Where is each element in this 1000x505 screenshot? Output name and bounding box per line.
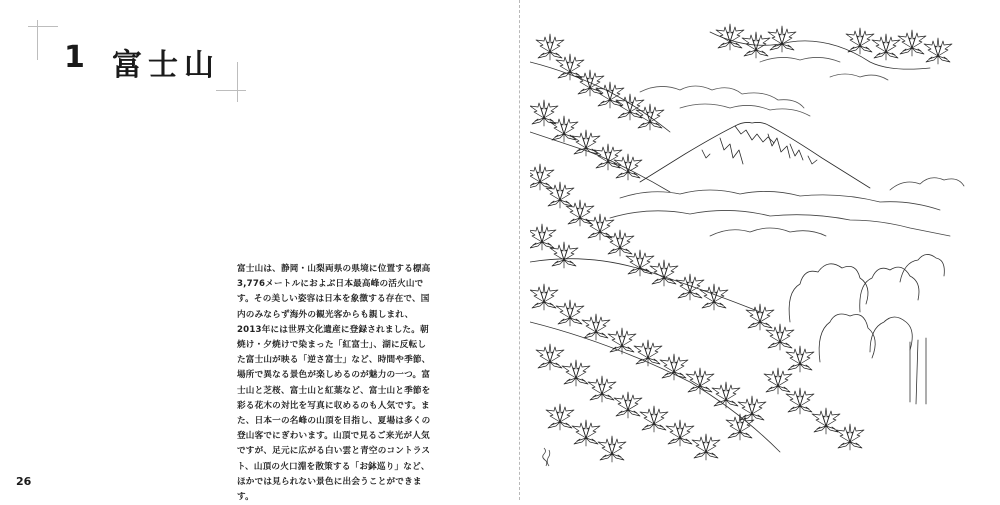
maple-branches <box>530 24 952 462</box>
mount-fuji <box>640 122 870 188</box>
foothills <box>610 178 964 236</box>
crop-mark-right-horizontal <box>216 90 246 91</box>
forest-trees <box>789 254 944 404</box>
page-number: 26 <box>16 475 32 488</box>
crop-mark-right-vertical <box>237 62 238 102</box>
cloud-lines <box>640 57 888 116</box>
chapter-number: 1 <box>64 40 86 75</box>
body-paragraph: 富士山は、静岡・山梨両県の県境に位置する標高3,776メートルにおよぶ日本最高峰の活火山です。その美しい姿容は日本を象徴する存在で、国内のみならず海外の観光客からも親しまれ、2013年には世界文化遺産に登録されました。朝焼け・夕焼けで染まった「紅富士」、湖に反転した富士山が映る「逆さ富士」など、時間や季節、場所で異なる景色が楽しめるのが魅力の一つ。富士山と芝桜、富士山と紅葉など、富士山と季節を彩る花木の対比を写真に収めるのも人気です。また、日本一の名峰の山頂を目指し、夏場は多くの登山客でにぎわいます。山頂で見るご来光が人気ですが、足元に広がる白い雲と青空のコントラスト、山頂の火口淵を散策する「お鉢巡り」など、ほかでは見られない景色に出会うことができます。 <box>237 264 431 503</box>
crop-mark-top-left-horizontal <box>28 26 58 27</box>
chapter-title: 富士山 <box>112 48 220 83</box>
artist-signature <box>540 446 554 468</box>
mountain-illustration <box>530 22 970 480</box>
